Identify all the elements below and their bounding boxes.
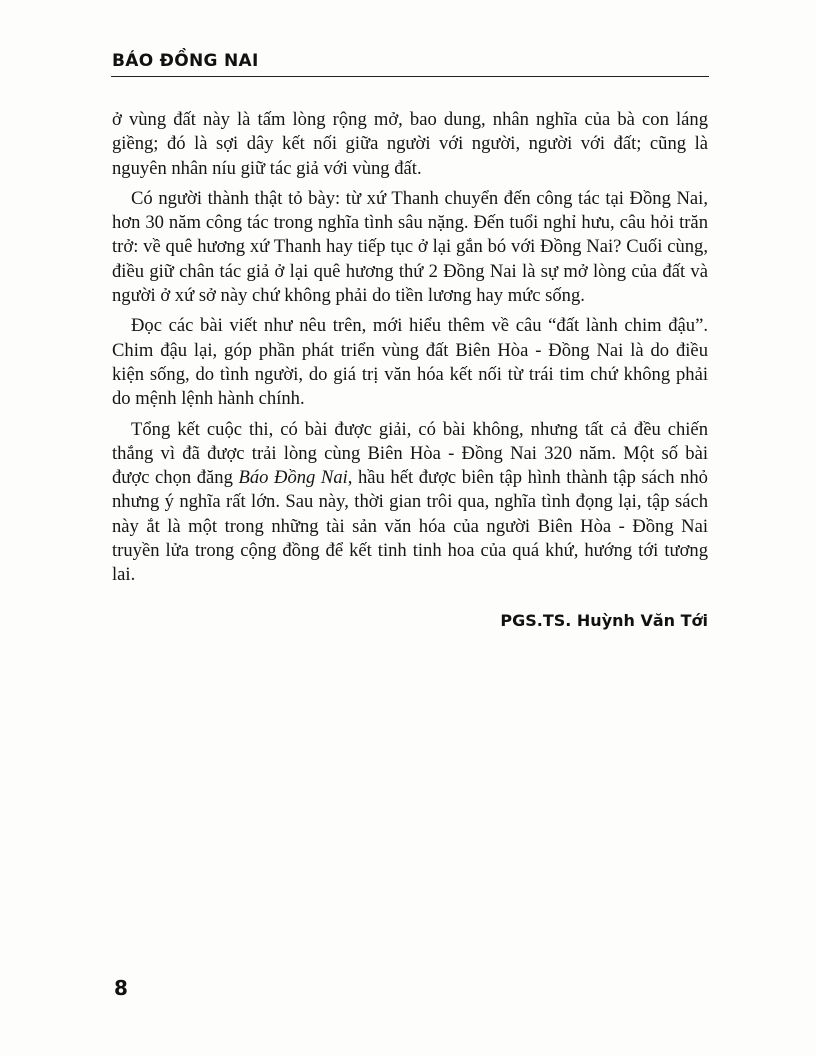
paragraph-land-saying: Đọc các bài viết như nêu trên, mới hiểu thêm về câu “đất lành chim đậu”. Chim đậu lại, góp phần phát triển vùng đất Biên Hòa - Đồng Nai là do điều kiện sống, do tình người, do giá trị văn hóa kết nối từ trái tim chứ không phải do mệnh lệnh hành chính. — [112, 315, 708, 410]
author-signature: PGS.TS. Huỳnh Văn Tới — [500, 611, 708, 630]
paragraph-author-story: Có người thành thật tỏ bày: từ xứ Thanh chuyển đến công tác tại Đồng Nai, hơn 30 năm công tác trong nghĩa tình sâu nặng. Đến tuổi nghỉ hưu, câu hỏi trăn trở: về quê hương xứ Thanh hay tiếp tục ở lại gắn bó với Đồng Nai? Cuối cùng, điều giữ chân tác giả ở lại quê hương thứ 2 Đồng Nai là sự mở lòng của đất và người ở xứ sở này chứ không phải do tiền lương hay mức sống. — [112, 187, 708, 307]
article-body — [112, 108, 708, 594]
header-divider — [111, 76, 709, 77]
newspaper-name: Báo Đồng Nai — [238, 467, 348, 489]
page-number: 8 — [114, 976, 128, 1000]
paragraph-contest-summary — [112, 418, 708, 588]
paragraph-continuation: ở vùng đất này là tấm lòng rộng mở, bao dung, nhân nghĩa của bà con láng giềng; đó là sợi dây kết nối giữa người với người, người với đất; cũng là nguyên nhân níu giữ tác giả với vùng đất. — [112, 109, 708, 179]
paragraph-text-start: Tổng kết cuộc thi, có bài được giải, có bài không, nhưng tất cả đều chiến thắng vì đã được trải lòng cùng Biên Hòa - Đồng Nai 320 năm. Một số bài được chọn đăng — [112, 418, 708, 489]
paragraph-text-end: , hầu hết được biên tập hình thành tập sách nhỏ nhưng ý nghĩa rất lớn. Sau này, thời gian trôi qua, nghĩa tình đọng lại, tập sách này ắt là một trong những tài sản văn hóa của người Biên Hòa - Đồng Nai truyền lửa trong cộng đồng để kết tinh tinh hoa của quá khứ, hướng tới tương lai. — [112, 467, 708, 586]
running-header: BÁO ĐỒNG NAI — [112, 51, 259, 71]
